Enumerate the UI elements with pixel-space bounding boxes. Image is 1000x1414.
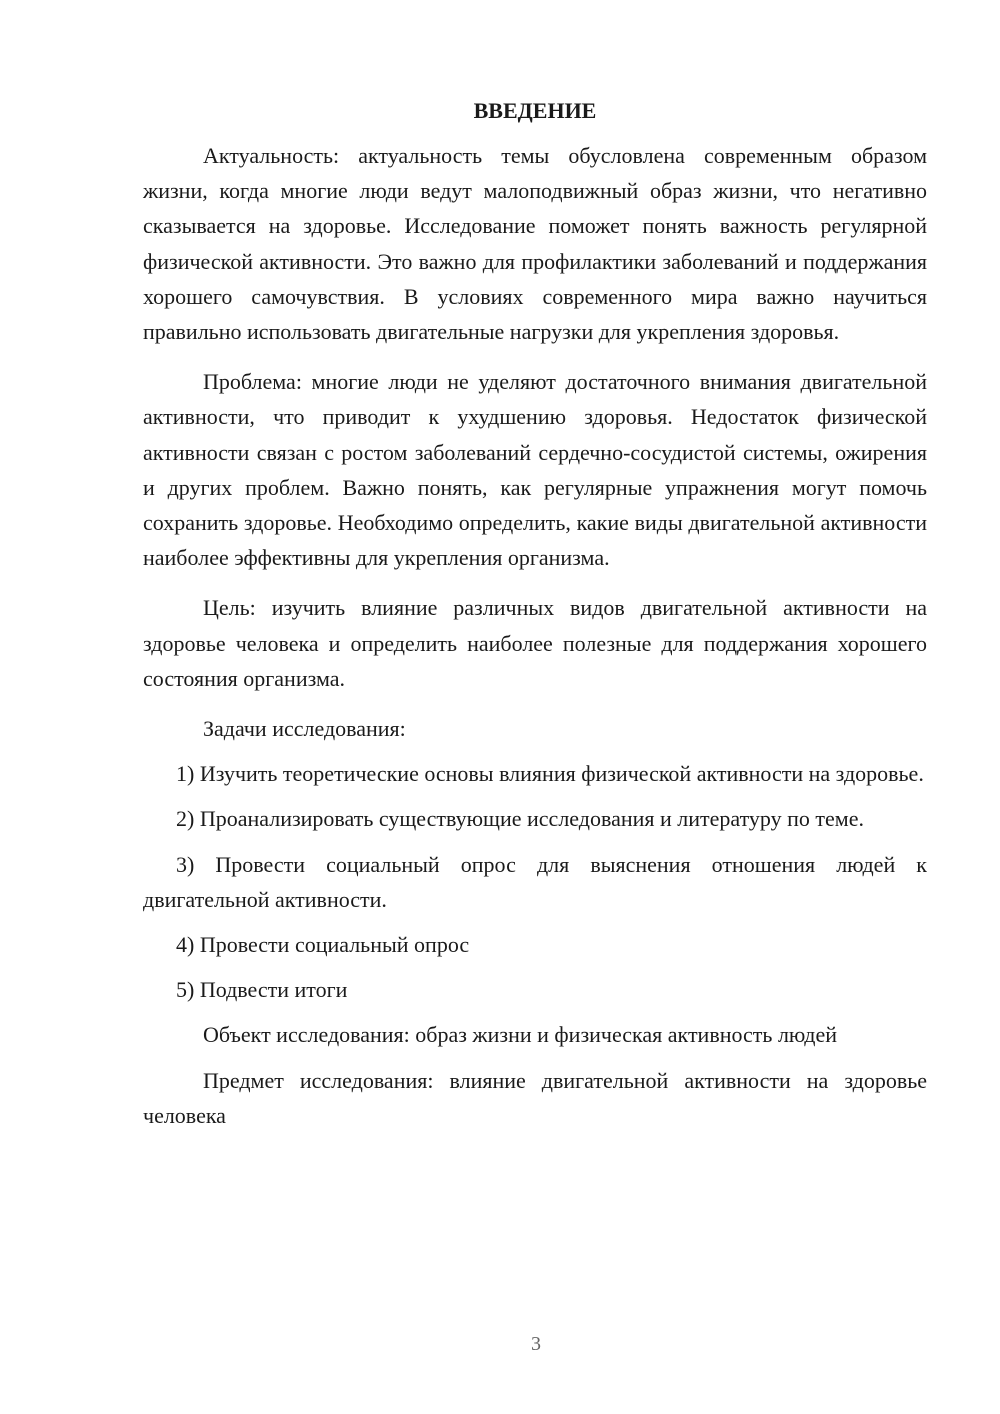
task-item-5: 5) Подвести итоги	[176, 977, 348, 1003]
task-item-3: 3) Провести социальный опрос для выяснения отношения людей к двигательной активности.	[143, 851, 927, 912]
paragraph-relevance: Актуальность: актуальность темы обусловлена современным образом жизни, когда многие люди ведут малоподвижный образ жизни, что негативно сказывается на здоровье. Исследование поможет понять важность регулярной физической активности. Это важно для профилактики заболеваний и поддержания хорошего самочувствия. В условиях современного мира важно научиться правильно использовать двигательные нагрузки для укрепления здоровья.	[143, 143, 927, 345]
page-title: ВВЕДЕНИЕ	[473, 98, 597, 123]
paragraph-goal: Цель: изучить влияние различных видов двигательной активности на здоровье человека и определить наиболее полезные для поддержания хорошего состояния организма.	[143, 595, 927, 691]
paragraph-object: Объект исследования: образ жизни и физическая активность людей	[203, 1022, 837, 1048]
task-item-4: 4) Провести социальный опрос	[176, 932, 470, 958]
page-number: 3	[531, 1333, 541, 1355]
paragraph-subject: Предмет исследования: влияние двигательной активности на здоровье человека	[143, 1067, 927, 1128]
task-item-1: 1) Изучить теоретические основы влияния физической активности на здоровье.	[176, 761, 924, 787]
paragraph-problem: Проблема: многие люди не уделяют достаточного внимания двигательной активности, что приводит к ухудшению здоровья. Недостаток физической активности связан с ростом заболеваний сердечно-сосудистой системы, ожирения и других проблем. Важно понять, как регулярные упражнения могут помочь сохранить здоровье. Необходимо определить, какие виды двигательной активности наиболее эффективны для укрепления организма.	[143, 369, 927, 571]
task-item-2: 2) Проанализировать существующие исследования и литературу по теме.	[176, 806, 864, 832]
tasks-heading: Задачи исследования:	[203, 716, 406, 742]
page-content	[143, 96, 927, 1143]
